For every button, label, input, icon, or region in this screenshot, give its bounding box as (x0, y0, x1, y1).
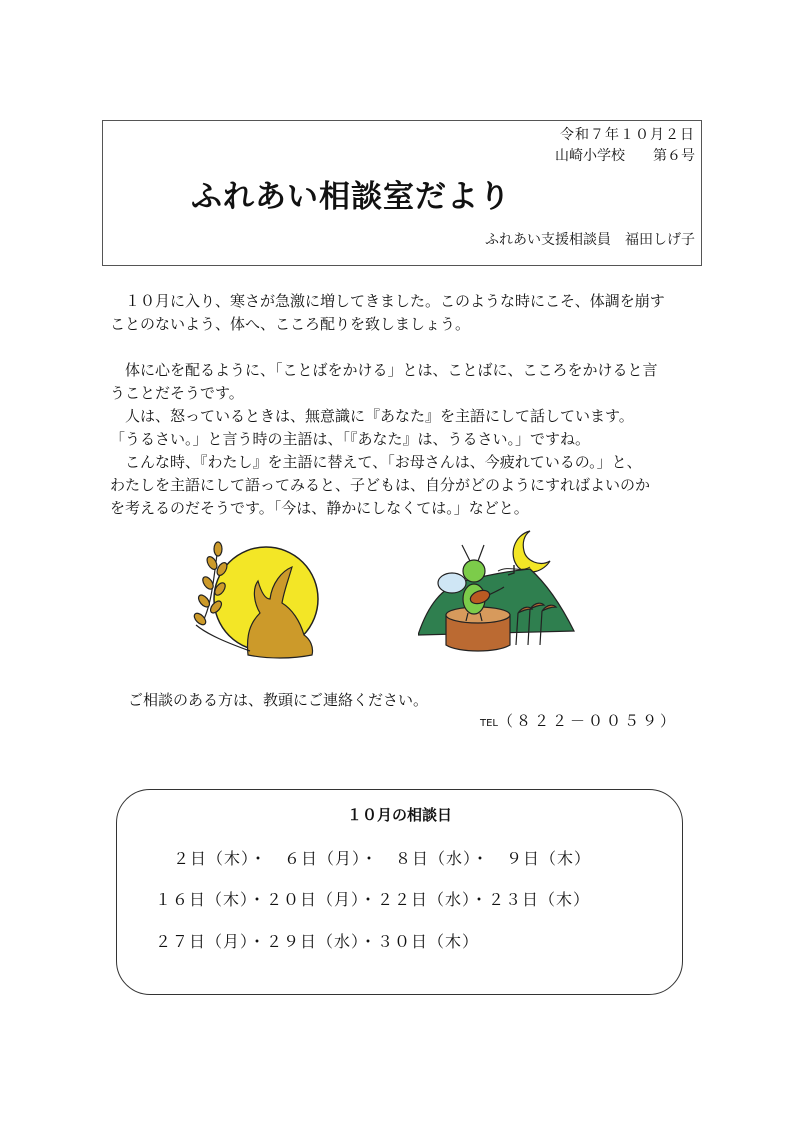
schedule-row: ２７日（月）・２９日（水）・３０日（木） (155, 932, 480, 951)
newsletter-title: ふれあい相談室だより (191, 179, 511, 215)
body-line: ことのないよう、体へ、こころ配りを致しましょう。 (110, 315, 471, 333)
tel-mark: TEL (480, 718, 498, 729)
body-line: わたしを主語にして語ってみると、子どもは、自分がどのようにすればよいのか (110, 476, 651, 494)
body-line: 体に心を配るように、「ことばをかける」とは、ことばに、こころをかけると言 (110, 361, 658, 379)
body-line: 「うるさい。」と言う時の主語は、「『あなた』は、うるさい。」ですね。 (110, 430, 591, 448)
newsletter-header (102, 120, 702, 266)
contact-text: ご相談のある方は、教頭にご連絡ください。 (128, 691, 429, 709)
schedule-title: １０月の相談日 (346, 806, 452, 824)
moon-rabbit-illustration (188, 535, 328, 665)
schedule-box (116, 789, 683, 995)
body-line: うことだそうです。 (110, 384, 244, 402)
body-line: 人は、怒っているときは、無意識に『あなた』を主語にして話しています。 (110, 407, 634, 425)
body-line: こんな時、『わたし』を主語に替えて、「お母さんは、今疲れているの。」と、 (110, 453, 642, 471)
author: ふれあい支援相談員 福田しげ子 (485, 232, 695, 248)
tel-number-line (480, 710, 678, 731)
body-line: １０月に入り、寒さが急激に増してきました。このような時にこそ、体調を崩す (110, 292, 665, 310)
issue-date: 令和７年１０月２日 (560, 127, 695, 143)
cricket-violin-illustration (418, 525, 578, 665)
crescent-moon-icon (513, 531, 550, 572)
schedule-row: １６日（木）・２０日（月）・２２日（水）・２３日（木） (155, 890, 591, 909)
body-line: を考えるのだそうです。「今は、静かにしなくては。」などと。 (110, 499, 529, 517)
body-text (110, 290, 710, 520)
tel-number: （８２２－００５９） (498, 712, 679, 730)
school-issue: 山崎小学校 第６号 (555, 148, 695, 164)
schedule-row: ２日（木）・ ６日（月）・ ８日（水）・ ９日（木） (173, 849, 592, 868)
